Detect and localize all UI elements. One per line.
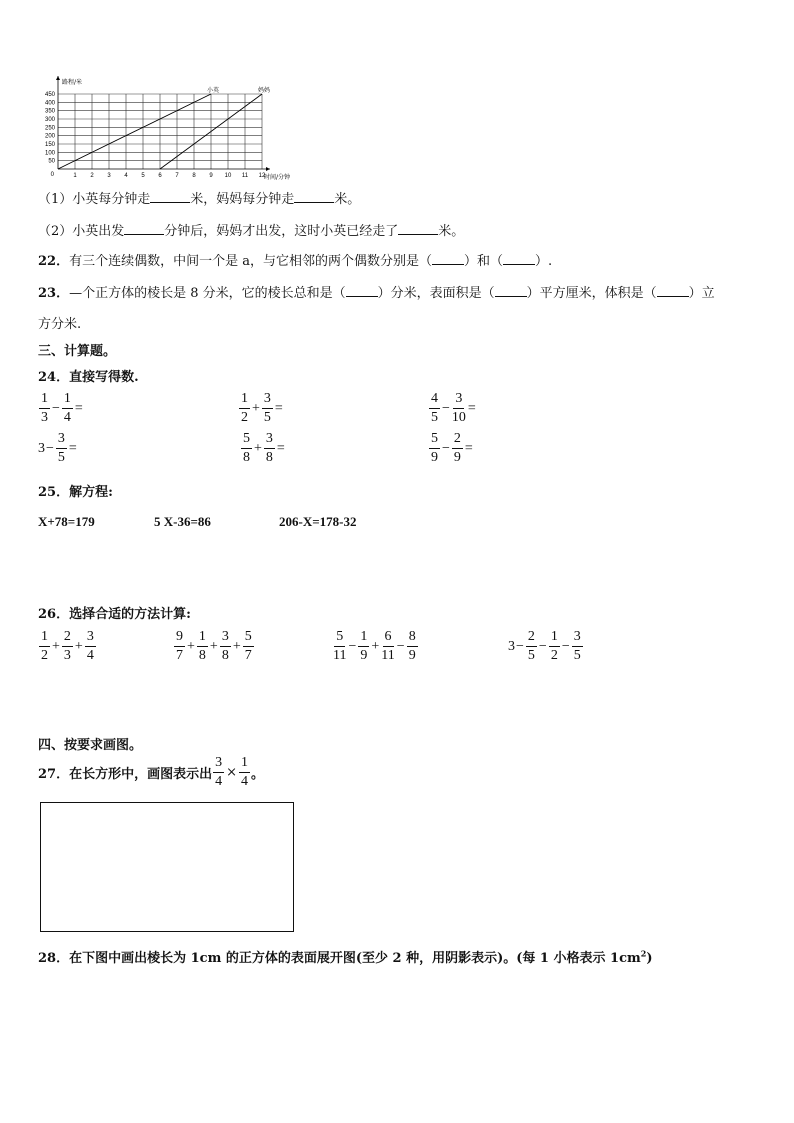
chart-grid: [58, 94, 262, 169]
x-tick-label: 2: [90, 173, 94, 179]
q22-number: 22．: [38, 254, 70, 269]
fraction: $\frac{1}{4}$: [241, 755, 248, 789]
q24-item-6: $\frac{5}{9}$ − $\frac{2}{9}$ =: [431, 431, 473, 465]
q24-item-2: $\frac{1}{2}$ + $\frac{3}{5}$ =: [241, 391, 283, 425]
fraction: $\frac{1}{3}$: [41, 391, 48, 425]
y-tick-label: 300: [44, 117, 55, 123]
q23-t2: ）分米，表面积是（: [377, 286, 495, 301]
question-28: 28．在下图中画出棱长为 1cm 的正方体的表面展开图(至少 2 种，用阴影表示)。(每 1 小格表示 $1cm^2$): [38, 948, 653, 966]
y-tick-label: 400: [44, 100, 55, 107]
x-tick-label: 5: [141, 173, 145, 179]
answer-blank[interactable]: [294, 190, 334, 203]
y-axis-label: 路程/米: [62, 79, 83, 86]
q21-sub1-mid: 米，妈妈每分钟走: [190, 192, 295, 207]
fraction: $\frac{1}{4}$: [63, 391, 71, 425]
fraction: $\frac{2}{5}$: [527, 629, 535, 663]
x-axis-label: 时间/分钟: [264, 174, 291, 181]
q21-sub2-prefix: （2）小英出发: [38, 224, 125, 239]
fraction: $\frac{2}{3}$: [63, 629, 71, 663]
answer-blank[interactable]: [346, 284, 378, 297]
fraction: $\frac{1}{9}$: [360, 629, 368, 663]
q23-line2: 方分米.: [38, 317, 82, 332]
series-label: 小英: [206, 87, 220, 94]
origin-label: 0: [50, 172, 54, 178]
drawing-rectangle[interactable]: [40, 802, 294, 932]
fraction: $\frac{3}{8}$: [221, 629, 229, 663]
fraction: $\frac{4}{5}$: [431, 391, 438, 425]
x-tick-label: 7: [175, 173, 179, 179]
distance-time-chart: [30, 72, 291, 181]
equation: 5 X-36=86: [154, 514, 211, 529]
question-23: [38, 282, 715, 301]
x-tick-label: 3: [107, 173, 111, 179]
fraction: $\frac{1}{2}$: [241, 391, 248, 425]
q23-t3: ）平方厘米，体积是（: [526, 286, 657, 301]
fraction: $\frac{1}{8}$: [198, 629, 206, 663]
chart-axes: [56, 76, 270, 171]
q23-text: —个正方体的棱长是 8 分米，它的棱长总和是（: [69, 286, 346, 301]
series-line: [58, 94, 211, 169]
y-tick-label: 50: [48, 158, 55, 165]
x-axis-arrow: [266, 167, 270, 171]
answer-blank[interactable]: [398, 222, 438, 235]
answer-blank[interactable]: [150, 190, 190, 203]
q26-expr-2: $\frac{9}{7}$ + $\frac{1}{8}$ + $\frac{3}{8}$ + $\frac{5}{7}$: [176, 629, 252, 663]
fraction: $\frac{5}{9}$: [431, 431, 438, 465]
q21-sub1-prefix: （1）小英每分钟走: [38, 192, 151, 207]
fraction: $\frac{3}{5}$: [263, 391, 271, 425]
fraction: $\frac{3}{8}$: [265, 431, 273, 465]
x-tick-label: 1: [73, 173, 77, 179]
q24-item-4: 3 − $\frac{3}{5}$ =: [38, 431, 77, 465]
q21-sub1-suffix: 米。: [334, 192, 361, 207]
fraction: $\frac{3}{4}$: [86, 629, 94, 663]
fraction: $\frac{5}{11}$: [333, 629, 347, 663]
q25-title: 25．解方程:: [38, 485, 113, 500]
y-tick-label: 100: [44, 150, 55, 157]
fraction: $\frac{3}{5}$: [57, 431, 65, 465]
fraction: $\frac{5}{8}$: [243, 431, 250, 465]
fraction: $\frac{3}{4}$: [215, 755, 223, 789]
chart-labels: [45, 78, 290, 181]
q21-sub1: [38, 188, 360, 207]
q21-sub2-suffix: 米。: [438, 224, 465, 239]
fraction: $\frac{8}{9}$: [408, 629, 416, 663]
answer-blank[interactable]: [495, 284, 527, 297]
q26-expr-1: $\frac{1}{2}$ + $\frac{2}{3}$ + $\frac{3}{4}$: [41, 629, 94, 663]
q22-text: 有三个连续偶数，中间一个是 a，与它相邻的两个偶数分别是（: [69, 254, 432, 269]
question-22: [38, 250, 552, 269]
x-tick-label: 8: [192, 173, 196, 179]
answer-blank[interactable]: [503, 252, 535, 265]
answer-blank[interactable]: [124, 222, 164, 235]
x-tick-label: 10: [224, 173, 232, 179]
fraction: $\frac{2}{9}$: [453, 431, 461, 465]
q23-t4: ）立: [688, 286, 715, 301]
fraction: $\frac{1}{2}$: [41, 629, 48, 663]
q26-expr-4: 3 − $\frac{2}{5}$ − $\frac{1}{2}$ − $\frac{3}{5}$: [508, 629, 581, 663]
q24-item-3: $\frac{4}{5}$ − $\frac{3}{10}$ =: [431, 391, 476, 425]
x-tick-label: 4: [124, 173, 128, 179]
equation: 206-X=178-32: [279, 514, 357, 529]
answer-blank[interactable]: [657, 284, 689, 297]
x-tick-label: 6: [158, 173, 162, 179]
fraction: $\frac{9}{7}$: [176, 629, 183, 663]
section-4-title: 四、按要求画图。: [38, 738, 143, 753]
q24-title: 24．直接写得数.: [38, 370, 139, 385]
y-axis-arrow: [56, 76, 60, 80]
fraction: $\frac{5}{7}$: [244, 629, 252, 663]
equation: X+78=179: [38, 514, 95, 529]
q24-item-1: $\frac{1}{3}$ − $\frac{1}{4}$ =: [41, 391, 83, 425]
section-3-title: 三、计算题。: [38, 344, 117, 359]
x-tick-label: 9: [209, 173, 213, 179]
x-tick-label: 12: [258, 173, 266, 179]
q21-sub2: [38, 220, 464, 239]
q26-title: 26．选择合适的方法计算:: [38, 607, 191, 622]
y-tick-label: 150: [44, 142, 55, 148]
y-tick-label: 350: [44, 108, 55, 115]
y-tick-label: 200: [44, 133, 55, 140]
fraction: $\frac{3}{10}$: [451, 391, 466, 425]
q23-number: 23．: [38, 286, 70, 301]
q22-mid: ）和（: [463, 254, 503, 269]
fraction: $\frac{3}{5}$: [573, 629, 581, 663]
question-27: 27．在长方形中，画图表示出 $\frac{3}{4}$ × $\frac{1}{4}$ 。: [38, 755, 265, 789]
x-tick-label: 11: [241, 173, 249, 179]
fraction: $\frac{1}{2}$: [550, 629, 558, 663]
q26-expr-3: $\frac{5}{11}$ − $\frac{1}{9}$ + $\frac{6}{11}$ − $\frac{8}{9}$: [333, 629, 416, 663]
q21-sub2-mid: 分钟后，妈妈才出发，这时小英已经走了: [164, 224, 399, 239]
q22-end: ）.: [535, 254, 553, 269]
q24-item-5: $\frac{5}{8}$ + $\frac{3}{8}$ =: [243, 431, 285, 465]
y-tick-label: 450: [44, 92, 55, 98]
fraction: $\frac{6}{11}$: [381, 629, 395, 663]
y-tick-label: 250: [44, 125, 55, 132]
answer-blank[interactable]: [432, 252, 464, 265]
series-label: 妈妈: [257, 87, 271, 94]
